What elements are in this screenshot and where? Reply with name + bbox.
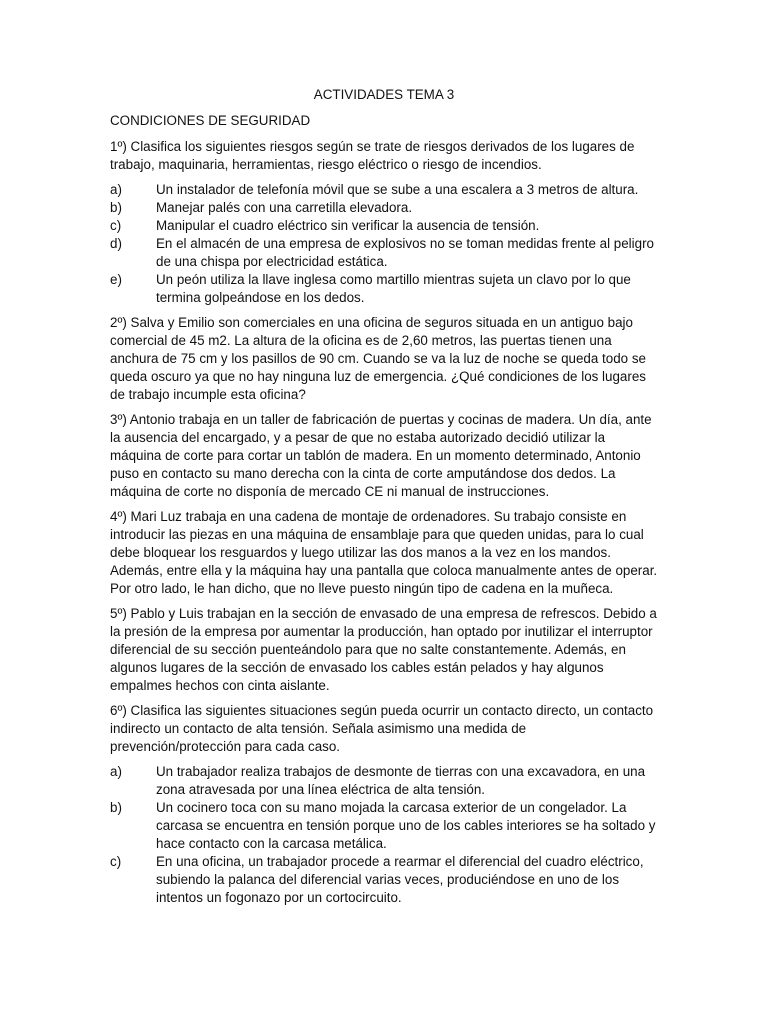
option-marker: b) [110,800,122,815]
option-marker: d) [110,236,122,251]
option-marker: e) [110,272,122,287]
question-5: 5º) Pablo y Luis trabajan en la sección de envasado de una empresa de refrescos. Debido a la presión de la empresa por aumentar la producción, han optado por inutilizar el interruptor diferencial de su sección puenteándolo para que no salte constantemente. Además, en algunos lugares de la sección de envasado los cables están pelados y hay algunos empalmes hechos con cinta aislante. [110,606,657,693]
option-item [110,217,658,235]
document-title: ACTIVIDADES TEMA 3 [313,87,455,102]
option-marker: a) [110,182,122,197]
option-marker: a) [110,764,122,779]
option-item [110,271,658,307]
option-item [110,181,658,199]
option-item [110,199,658,217]
option-item [110,799,658,853]
option-text: Un peón utiliza la llave inglesa como martillo mientras sujeta un clavo por lo que termina golpeándose en los dedos. [156,272,631,305]
question-1-options [110,181,658,307]
option-text: En el almacén de una empresa de explosivos no se toman medidas frente al peligro de una chispa por electricidad estática. [156,236,654,269]
option-text: Un cocinero toca con su mano mojada la carcasa exterior de un congelador. La carcasa se encuentra en tensión porque uno de los cables interiores se ha soltado y hace contacto con la carcasa metálica. [156,800,656,851]
question-3: 3º) Antonio trabaja en un taller de fabricación de puertas y cocinas de madera. Un día, ante la ausencia del encargado, y a pesar de que no estaba autorizado decidió utilizar la máquina de corte para cortar un tablón de madera. En un momento determinado, Antonio puso en contacto su mano derecha con la cinta de corte amputándose dos dedos. La máquina de corte no disponía de mercado CE ni manual de instrucciones. [110,412,652,499]
option-marker: c) [110,218,122,233]
question-2: 2º) Salva y Emilio son comerciales en una oficina de seguros situada en un antiguo bajo comercial de 45 m2. La altura de la oficina es de 2,60 metros, las puertas tienen una anchura de 75 cm y los pasillos de 90 cm. Cuando se va la luz de noche se queda todo se queda oscuro ya que no hay ninguna luz de emergencia. ¿Qué condiciones de los lugares de trabajo incumple esta oficina? [110,315,646,402]
question-4: 4º) Mari Luz trabaja en una cadena de montaje de ordenadores. Su trabajo consiste en introducir las piezas en una máquina de ensamblaje para que queden unidas, para lo cual debe bloquear los resguardos y luego utilizar las dos manos a la vez en los mandos. Además, entre ella y la máquina hay una pantalla que coloca manualmente antes de operar. Por otro lado, le han dicho, que no lleve puesto ningún tipo de cadena en la muñeca. [110,509,658,596]
option-text: En una oficina, un trabajador procede a rearmar el diferencial del cuadro eléctrico, subiendo la palanca del diferencial varias veces, produciéndose en uno de los intentos un fogonazo por un cortocircuito. [156,854,644,905]
option-item [110,235,658,271]
question-1: 1º) Clasifica los siguientes riesgos según se trate de riesgos derivados de los lugares de trabajo, maquinaria, herramientas, riesgo eléctrico o riesgo de incendios. [110,139,635,172]
option-text: Un instalador de telefonía móvil que se sube a una escalera a 3 metros de altura. [156,182,639,197]
option-item [110,853,658,907]
question-6: 6º) Clasifica las siguientes situaciones según pueda ocurrir un contacto directo, un contacto indirecto un contacto de alta tensión. Señala asimismo una medida de prevención/protección para cada caso. [110,703,654,754]
option-text: Un trabajador realiza trabajos de desmonte de tierras con una excavadora, en una zona atravesada por una línea eléctrica de alta tensión. [156,764,646,797]
option-text: Manejar palés con una carretilla elevadora. [156,200,413,215]
option-marker: c) [110,854,122,869]
section-title: CONDICIONES DE SEGURIDAD [110,113,311,128]
option-text: Manipular el cuadro eléctrico sin verificar la ausencia de tensión. [156,218,540,233]
option-item [110,763,658,799]
option-marker: b) [110,200,122,215]
question-6-options [110,763,658,907]
document-page [110,86,658,914]
